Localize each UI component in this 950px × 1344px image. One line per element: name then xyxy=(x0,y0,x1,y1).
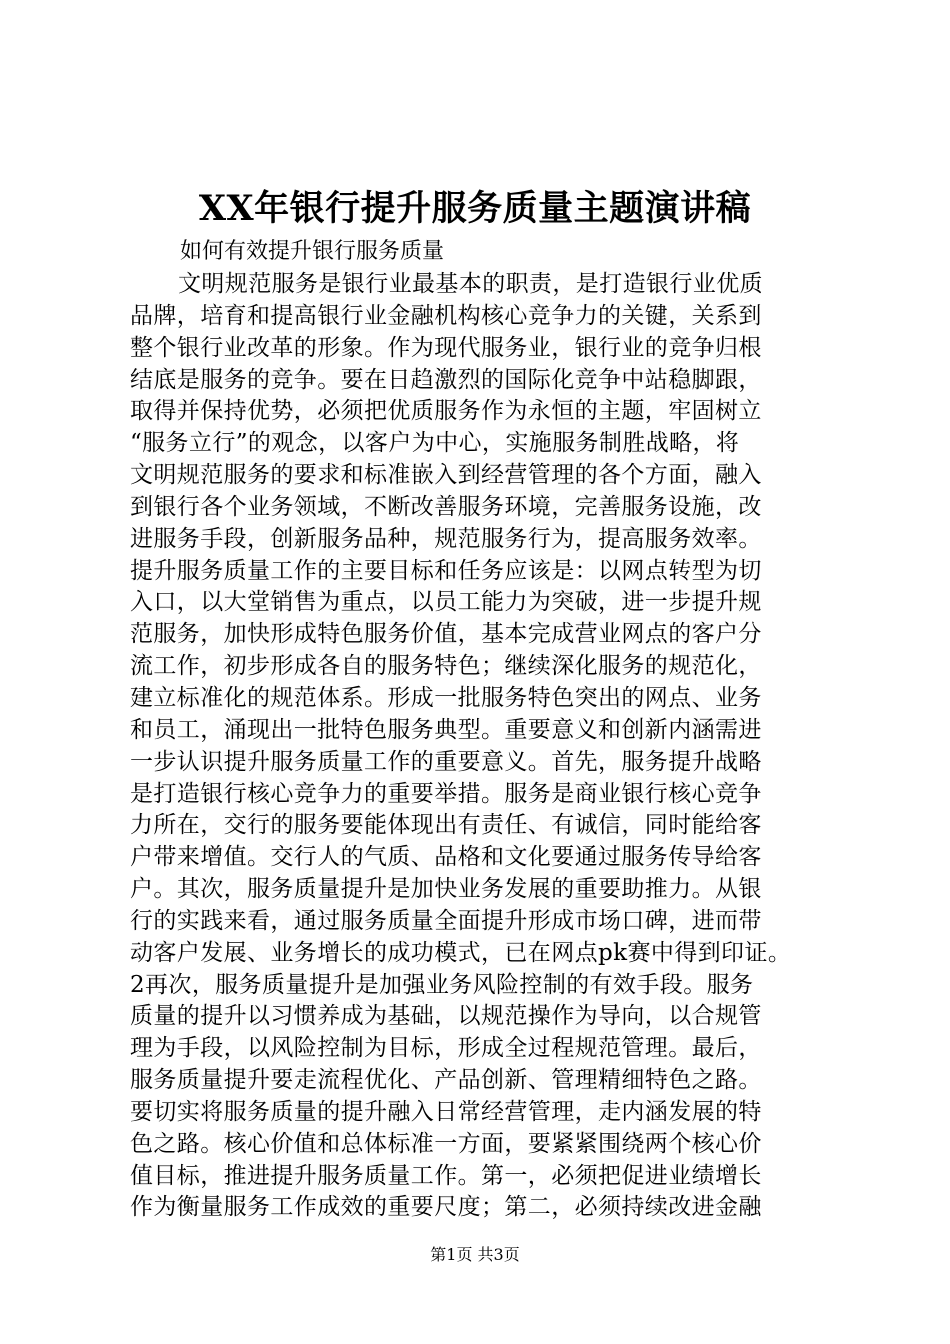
text-line: 2再次，服务质量提升是加强业务风险控制的有效手段。服务 xyxy=(130,971,754,998)
text-line: 取得并保持优势，必须把优质服务作为永恒的主题，牢固树立 xyxy=(130,398,762,425)
text-line: 提升服务质量工作的主要目标和任务应该是：以网点转型为切 xyxy=(130,557,762,584)
text-line: 文明规范服务是银行业最基本的职责，是打造银行业优质 xyxy=(178,271,763,297)
text-line: 流工作，初步形成各自的服务特色；继续深化服务的规范化， xyxy=(130,653,762,680)
page-footer: 第1页 共3页 xyxy=(430,1245,520,1264)
text-line: 一步认识提升服务质量工作的重要意义。首先，服务提升战略 xyxy=(130,748,762,775)
text-line: 到银行各个业务领域，不断改善服务环境，完善服务设施，改 xyxy=(130,493,762,520)
text-line: 是打造银行核心竞争力的重要举措。服务是商业银行核心竞争 xyxy=(130,780,762,807)
text-line: 进服务手段，创新服务品种，规范服务行为，提高服务效率。 xyxy=(130,525,762,552)
document-subtitle: 如何有效提升银行服务质量 xyxy=(180,239,445,264)
text-line: 理为手段，以风险控制为目标，形成全过程规范管理。最后， xyxy=(130,1035,762,1062)
text-line: 整个银行业改革的形象。作为现代服务业，银行业的竞争归根 xyxy=(130,334,762,361)
text-line: 和员工，涌现出一批特色服务典型。重要意义和创新内涵需进 xyxy=(130,716,762,743)
text-line: 结底是服务的竞争。要在日趋激烈的国际化竞争中站稳脚跟， xyxy=(130,366,762,393)
text-line: 文明规范服务的要求和标准嵌入到经营管理的各个方面，融入 xyxy=(130,462,762,489)
text-line: “服务立行”的观念，以客户为中心，实施服务制胜战略，将 xyxy=(130,430,740,457)
text-line: 作为衡量服务工作成效的重要尺度；第二，必须持续改进金融 xyxy=(130,1194,762,1221)
text-line: 范服务，加快形成特色服务价值，基本完成营业网点的客户分 xyxy=(130,621,762,648)
text-line: 色之路。核心价值和总体标准一方面，要紧紧围绕两个核心价 xyxy=(130,1130,762,1157)
text-line: 要切实将服务质量的提升融入日常经营管理，走内涵发展的特 xyxy=(130,1098,762,1125)
document-title: XX年银行提升服务质量主题演讲稿 xyxy=(198,188,752,229)
text-line: 建立标准化的规范体系。形成一批服务特色突出的网点、业务 xyxy=(130,684,762,711)
body-text xyxy=(130,269,830,1224)
text-line: 户带来增值。交行人的气质、品格和文化要通过服务传导给客 xyxy=(130,844,762,871)
text-line: 质量的提升以习惯养成为基础，以规范操作为导向，以合规管 xyxy=(130,1003,762,1030)
text-line: 服务质量提升要走流程优化、产品创新、管理精细特色之路。 xyxy=(130,1067,762,1094)
text-line: 品牌，培育和提高银行业金融机构核心竞争力的关键，关系到 xyxy=(130,302,762,329)
text-line: 值目标，推进提升服务质量工作。第一，必须把促进业绩增长 xyxy=(130,1162,762,1189)
text-line: 行的实践来看，通过服务质量全面提升形成市场口碑，进而带 xyxy=(130,907,762,934)
text-line: 入口，以大堂销售为重点，以员工能力为突破，进一步提升规 xyxy=(130,589,762,616)
text-line: 动客户发展、业务增长的成功模式，已在网点pk赛中得到印证。 xyxy=(130,939,792,966)
text-line: 力所在，交行的服务要能体现出有责任、有诚信，同时能给客 xyxy=(130,812,762,839)
text-line: 户。其次，服务质量提升是加快业务发展的重要助推力。从银 xyxy=(130,876,762,903)
